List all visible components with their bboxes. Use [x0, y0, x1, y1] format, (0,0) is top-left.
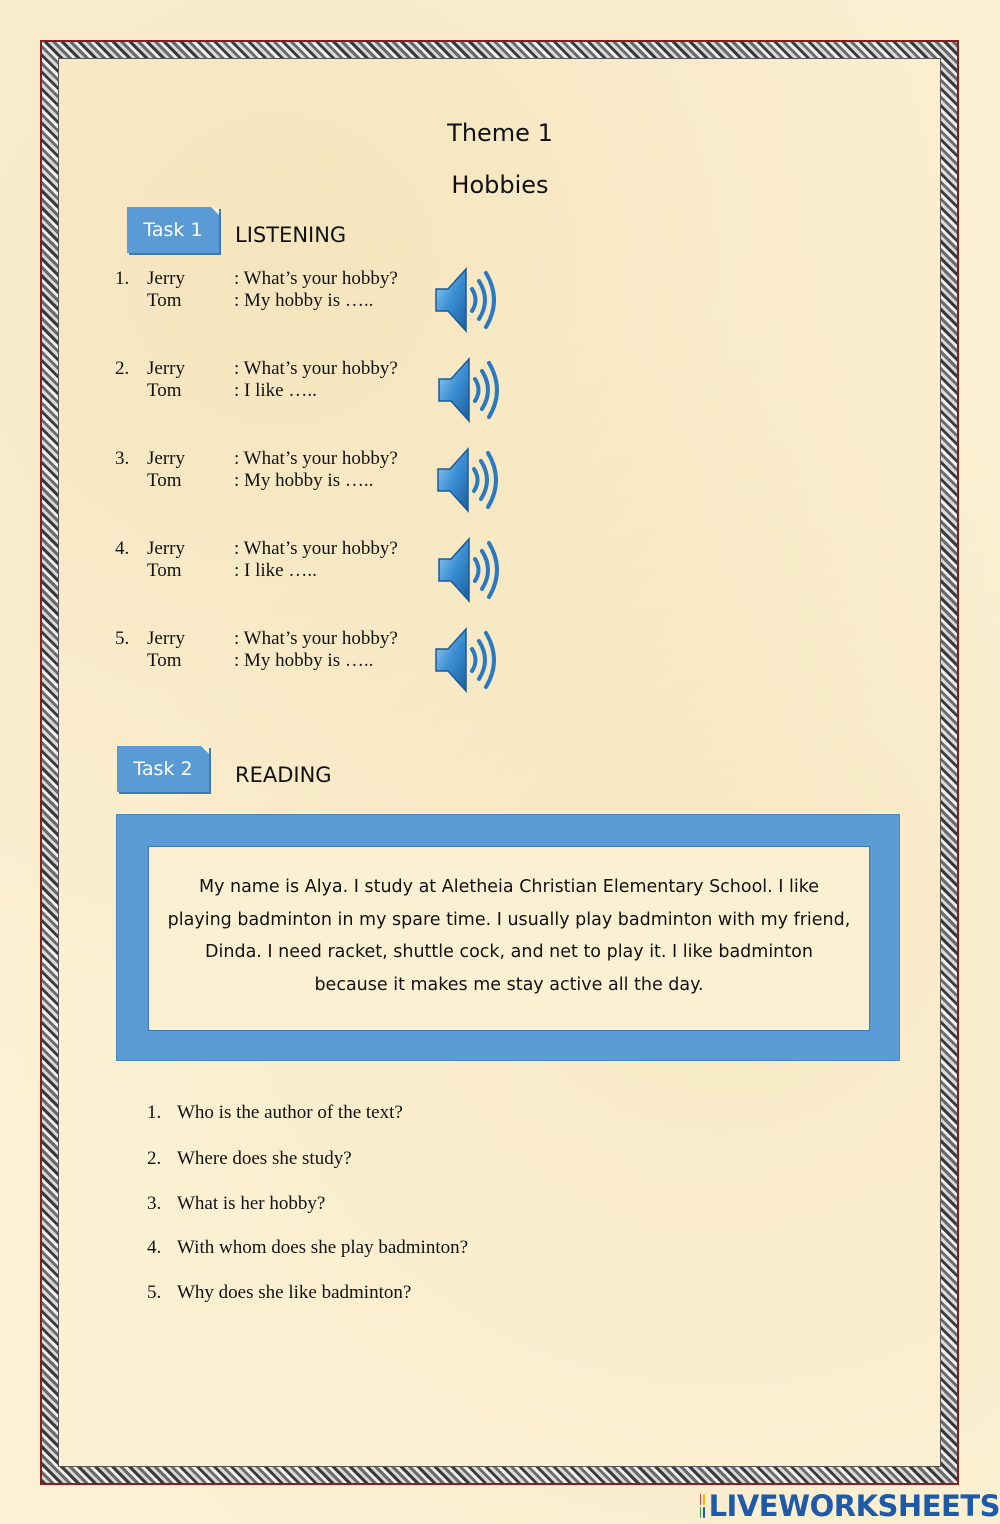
question-text: With whom does she play badminton?	[177, 1237, 469, 1258]
reading-passage	[155, 871, 863, 1001]
question-text: Why does she like badminton?	[177, 1282, 412, 1303]
question-number: 3.	[147, 1193, 162, 1214]
task2-tag-label: Task 2	[133, 758, 193, 780]
dialog-number: 4.	[115, 538, 130, 559]
page-subtitle: Hobbies	[451, 171, 549, 199]
speaker-name: Tom	[147, 650, 182, 671]
question-number: 5.	[147, 1282, 162, 1303]
dialog-number: 1.	[115, 268, 130, 289]
audio-4-speaker-icon[interactable]	[437, 535, 503, 605]
passage-line: because it makes me stay active all the day.	[314, 974, 704, 995]
audio-5-speaker-icon[interactable]	[434, 625, 500, 695]
question-number: 2.	[147, 1148, 162, 1169]
dialog-line: : My hobby is …..	[234, 470, 374, 491]
dialog-number: 3.	[115, 448, 130, 469]
audio-3-speaker-icon[interactable]	[436, 445, 502, 515]
listening-title: LISTENING	[235, 223, 347, 247]
dialog-line: : My hobby is …..	[234, 290, 374, 311]
question-text: Where does she study?	[177, 1148, 352, 1169]
dialog-line: : My hobby is …..	[234, 650, 374, 671]
liveworksheets-logo-icon	[700, 1494, 705, 1518]
question-text: Who is the author of the text?	[177, 1102, 403, 1123]
dialog-4	[115, 538, 445, 582]
dialog-line: : I like …..	[234, 380, 317, 401]
question-1	[147, 1102, 403, 1124]
task2-tag	[117, 746, 209, 792]
dialog-1	[115, 268, 445, 312]
speaker-name: Tom	[147, 560, 182, 581]
question-3	[147, 1193, 325, 1215]
passage-line: playing badminton in my spare time. I usually play badminton with my friend,	[167, 909, 851, 930]
question-5	[147, 1282, 411, 1304]
speaker-name: Tom	[147, 470, 182, 491]
speaker-name: Jerry	[147, 628, 185, 649]
speaker-name: Jerry	[147, 448, 185, 469]
task1-tag	[127, 207, 219, 253]
dialog-line: : What’s your hobby?	[234, 268, 398, 289]
dialog-number: 5.	[115, 628, 130, 649]
audio-2-speaker-icon[interactable]	[437, 355, 503, 425]
speaker-name: Tom	[147, 290, 182, 311]
dialog-5	[115, 628, 445, 672]
speaker-name: Jerry	[147, 358, 185, 379]
passage-line: Dinda. I need racket, shuttle cock, and net to play it. I like badminton	[205, 942, 813, 962]
dialog-line: : What’s your hobby?	[234, 358, 398, 379]
liveworksheets-logo	[700, 1488, 1000, 1524]
question-number: 1.	[147, 1102, 162, 1123]
speaker-name: Tom	[147, 380, 182, 401]
speaker-name: Jerry	[147, 538, 185, 559]
question-text: What is her hobby?	[177, 1193, 326, 1214]
reading-passage-box	[148, 846, 870, 1031]
brand-name: LIVEWORKSHEETS	[708, 1489, 1000, 1523]
question-4	[147, 1237, 468, 1259]
dialog-number: 2.	[115, 358, 130, 379]
dialog-3	[115, 448, 445, 492]
dialog-line: : What’s your hobby?	[234, 628, 398, 649]
dialog-line: : What’s your hobby?	[234, 448, 398, 469]
task1-tag-label: Task 1	[143, 219, 203, 241]
reading-passage-frame	[116, 814, 900, 1061]
audio-1-speaker-icon[interactable]	[434, 265, 500, 335]
question-number: 4.	[147, 1237, 162, 1258]
speaker-name: Jerry	[147, 268, 185, 289]
dialog-2	[115, 358, 445, 402]
passage-line: My name is Alya. I study at Aletheia Christian Elementary School. I like	[198, 877, 820, 897]
dialog-line: : What’s your hobby?	[234, 538, 398, 559]
reading-title: READING	[235, 763, 332, 787]
question-2	[147, 1148, 352, 1170]
dialog-line: : I like …..	[234, 560, 317, 581]
page-title: Theme 1	[447, 119, 553, 147]
